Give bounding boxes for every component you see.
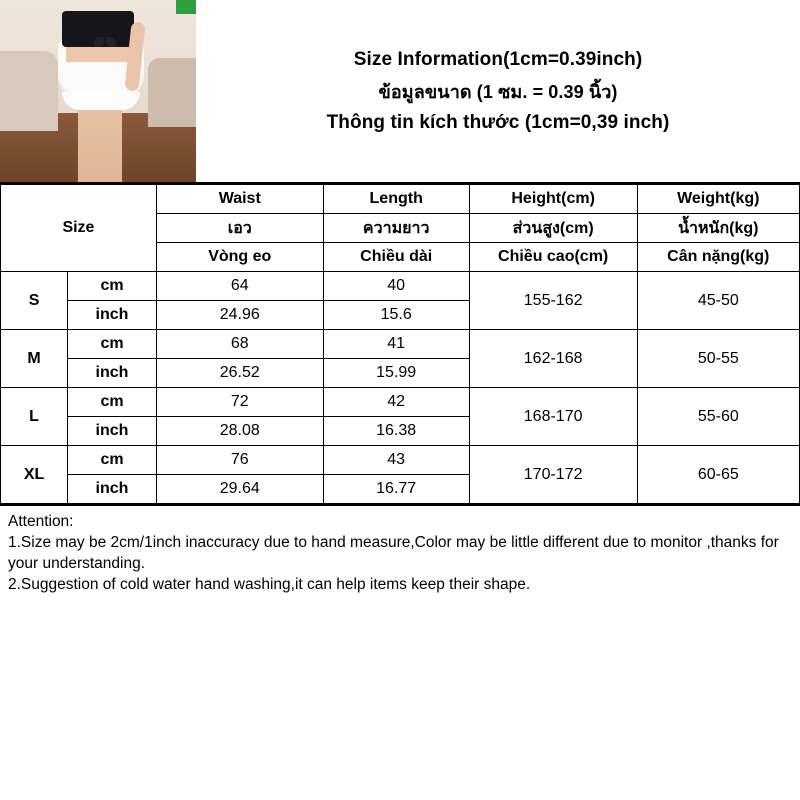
weight-range: 45-50 xyxy=(637,272,799,330)
waist-cm: 64 xyxy=(156,272,323,301)
title-th: ข้อมูลขนาด (1 ซม. = 0.39 นิ้ว) xyxy=(378,81,618,102)
waist-header-en: Waist xyxy=(156,185,323,214)
table-row xyxy=(1,330,800,359)
attention-line-2: 2.Suggestion of cold water hand washing,it can help items keep their shape. xyxy=(8,575,531,593)
height-range: 162-168 xyxy=(469,330,637,388)
waist-inch: 24.96 xyxy=(156,301,323,330)
waist-header-th: เอว xyxy=(156,214,323,243)
length-inch: 15.6 xyxy=(323,301,469,330)
height-range: 170-172 xyxy=(469,446,637,504)
length-inch: 16.77 xyxy=(323,475,469,504)
waist-inch: 28.08 xyxy=(156,417,323,446)
unit-inch: inch xyxy=(68,301,157,330)
weight-header-th: น้ำหนัก(kg) xyxy=(637,214,799,243)
length-inch: 16.38 xyxy=(323,417,469,446)
length-header-en: Length xyxy=(323,185,469,214)
photo-sofa-right xyxy=(148,58,196,127)
height-range: 155-162 xyxy=(469,272,637,330)
attention-heading: Attention: xyxy=(8,513,74,530)
size-table xyxy=(0,184,800,504)
unit-cm: cm xyxy=(68,330,157,359)
table-row xyxy=(1,446,800,475)
title-vi: Thông tin kích thước (1cm=0,39 inch) xyxy=(326,111,670,133)
row-size-label: L xyxy=(1,388,68,446)
title-en: Size Information(1cm=0.39inch) xyxy=(353,48,643,70)
header xyxy=(0,0,800,184)
waist-header-vi: Vòng eo xyxy=(156,243,323,272)
photo-sofa-left xyxy=(0,51,58,131)
row-size-label: S xyxy=(1,272,68,330)
waist-cm: 72 xyxy=(156,388,323,417)
green-marker xyxy=(176,0,196,14)
weight-header-en: Weight(kg) xyxy=(637,185,799,214)
unit-inch: inch xyxy=(68,475,157,504)
table-row xyxy=(1,388,800,417)
height-header-en: Height(cm) xyxy=(469,185,637,214)
unit-inch: inch xyxy=(68,359,157,388)
weight-range: 60-65 xyxy=(637,446,799,504)
waist-inch: 29.64 xyxy=(156,475,323,504)
unit-inch: inch xyxy=(68,417,157,446)
attention-block xyxy=(0,504,800,604)
size-header: Size xyxy=(1,185,157,272)
header-titles xyxy=(196,0,800,182)
height-header-vi: Chiều cao(cm) xyxy=(469,243,637,272)
length-header-th: ความยาว xyxy=(323,214,469,243)
length-inch: 15.99 xyxy=(323,359,469,388)
unit-cm: cm xyxy=(68,272,157,301)
table-header-row-en xyxy=(1,185,800,214)
table-row xyxy=(1,272,800,301)
waist-cm: 76 xyxy=(156,446,323,475)
waist-cm: 68 xyxy=(156,330,323,359)
waist-inch: 26.52 xyxy=(156,359,323,388)
unit-cm: cm xyxy=(68,446,157,475)
length-cm: 41 xyxy=(323,330,469,359)
product-photo xyxy=(0,0,196,182)
weight-range: 55-60 xyxy=(637,388,799,446)
weight-header-vi: Cân nặng(kg) xyxy=(637,243,799,272)
weight-range: 50-55 xyxy=(637,330,799,388)
length-cm: 43 xyxy=(323,446,469,475)
unit-cm: cm xyxy=(68,388,157,417)
row-size-label: M xyxy=(1,330,68,388)
length-header-vi: Chiều dài xyxy=(323,243,469,272)
row-size-label: XL xyxy=(1,446,68,504)
length-cm: 42 xyxy=(323,388,469,417)
height-header-th: ส่วนสูง(cm) xyxy=(469,214,637,243)
bow-icon xyxy=(94,37,116,47)
attention-line-1: 1.Size may be 2cm/1inch inaccuracy due to hand measure,Color may be little different due to monitor ,thanks for your understanding. xyxy=(8,533,779,572)
length-cm: 40 xyxy=(323,272,469,301)
footer-spacer xyxy=(0,604,800,664)
height-range: 168-170 xyxy=(469,388,637,446)
